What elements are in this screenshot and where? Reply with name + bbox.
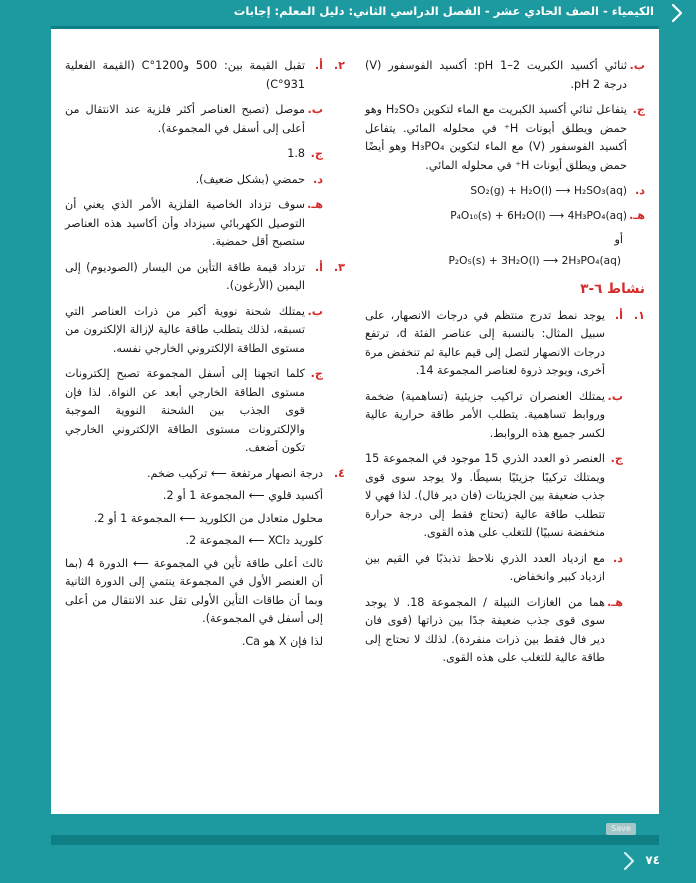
- item-text: يمتلك شحنة نووية أكبر من ذرات العناصر التي تسبقه، لذلك يتطلب طاقة عالية لإزالة الإلكترون من مستوى الطاقة الإلكتروني الخارجي نفسه.: [65, 304, 305, 355]
- item-text: 1.8: [287, 147, 305, 160]
- activity-answer-1c: [365, 450, 645, 543]
- question-number: ٢.: [333, 59, 345, 72]
- activity-answer-1e: [365, 594, 645, 668]
- chevron-right-icon[interactable]: [664, 2, 688, 24]
- answer-4-line: [65, 487, 345, 506]
- answer-2d: [65, 171, 345, 190]
- activity-answer-1d: [365, 550, 645, 587]
- activity-title: نشاط ٦-٣: [580, 281, 645, 297]
- chemical-equation: P₂O₅(s) + 3H₂O(l) ⟶ 2H₃PO₄(aq): [448, 254, 621, 267]
- item-text: لذا فإن X هو Ca.: [241, 634, 323, 648]
- item-label: ج.: [610, 452, 623, 465]
- item-text: يمتلك العنصران تراكيب جزيئية (تساهمية) ضخمة وروابط تساهمية. يتطلب الأمر طاقة حرارية عالية لكسر جميع هذه الروابط.: [365, 389, 605, 440]
- item-label: أ.: [314, 260, 323, 274]
- activity-answer-1a: [365, 307, 645, 381]
- answer-2c: [65, 145, 345, 164]
- item-label: هـ.: [629, 208, 645, 222]
- answer-3b: [65, 303, 345, 359]
- footer: [0, 845, 696, 883]
- save-button[interactable]: Save: [606, 823, 636, 835]
- answer-1d: [365, 182, 645, 201]
- item-text: ثنائي أكسيد الكبريت pH 1–2: أكسيد الفوسفور (V) درجة pH 2.: [365, 59, 627, 91]
- answer-3c: [65, 365, 345, 458]
- item-label: أ.: [614, 308, 623, 322]
- answer-4-line: [65, 532, 345, 551]
- item-text: العنصر ذو العدد الذري 15 موجود في المجموعة 15 ويمتلك تركيبًا جزيئيًا بسيطًا. ولا يوجد سوى قوى جذب ضعيفة بين الجزيئات (فان دير فال). لذا فهي لا تتطلب طاقة عالية (تحتاج فقط إلى درجة حرارة منخفضة نسبيًا) للتغلب على هذه القوى.: [365, 452, 605, 539]
- item-text: هما من الغازات النبيلة / المجموعة 18. لا يوجد سوى قوى جذب ضعيفة جدًا بين ذراتها (قوى فان دير فال فقط بين ذرات منفردة). لذلك لا تحتاج إلى طاقة عالية للتغلب على هذه القوى.: [365, 595, 606, 664]
- item-label: د.: [635, 184, 645, 197]
- answer-4: [65, 465, 345, 484]
- item-label: ب.: [607, 389, 623, 403]
- answer-1c: [365, 101, 645, 175]
- item-label: د.: [613, 551, 623, 565]
- item-text: تزداد قيمة طاقة التأين من اليسار (الصوديوم) إلى اليمين (الأرغون).: [65, 260, 305, 292]
- item-text: حمضي (بشكل ضعيف).: [195, 172, 305, 186]
- answer-4-line: [65, 510, 345, 529]
- item-text: درجة انصهار مرتفعة ⟵ تركيب ضخم.: [146, 466, 323, 480]
- item-text: يوجد نمط تدرج منتظم في درجات الانصهار، على سبيل المثال: بالنسبة إلى عناصر الفئة d، ترتفع درجات الانصهار لتصل إلى قيم عالية ثم تنخفض مرة أخرى، ويوجد ذروة لعناصر المجموعة 14.: [365, 308, 605, 377]
- item-label: ج.: [310, 147, 323, 160]
- item-label: ج.: [310, 367, 323, 380]
- item-label: ج.: [632, 103, 645, 116]
- chemical-equation: P₄O₁₀(s) + 6H₂O(l) ⟶ 4H₃PO₄(aq): [450, 209, 627, 222]
- item-text: ثالث أعلى طاقة تأين في المجموعة ⟵ الدورة 4 (بما أن العنصر الأول في المجموعة ينتمي إلى الدورة الثانية وبما أن طاقات التأين الأولى تقل عند الانتقال من أعلى إلى أسفل في المجموعة).: [65, 556, 323, 625]
- page-number: ٧٤: [645, 853, 660, 867]
- left-column: [65, 57, 345, 658]
- or-line: [365, 231, 645, 250]
- item-text: أكسيد قلوي ⟵ المجموعة 1 أو 2.: [162, 489, 323, 502]
- question-number: ٤.: [333, 466, 345, 480]
- item-label: هـ.: [307, 198, 323, 211]
- item-text: تقبل القيمة بين: 500 و1200°C (القيمة الفعلية 931°C): [65, 59, 305, 91]
- header-title: الكيمياء - الصف الحادي عشر - الفصل الدراسي الثاني: دليل المعلم: إجابات: [233, 4, 654, 18]
- answer-2e: [65, 196, 345, 252]
- answer-1b: [365, 57, 645, 94]
- item-label: ب.: [307, 103, 323, 116]
- answer-3a: [65, 259, 345, 296]
- right-column: [365, 57, 645, 675]
- item-text: محلول متعادل من الكلوريد ⟵ المجموعة 1 أو 2.: [93, 511, 323, 525]
- or-text: أو: [614, 233, 623, 246]
- answer-4-line: [65, 633, 345, 652]
- item-label: أ.: [314, 59, 323, 72]
- page-content: [51, 26, 659, 814]
- item-text: كلوريد XCl₂ ⟵ المجموعة 2.: [185, 534, 323, 547]
- item-text: مع ازدياد العدد الذري نلاحظ تذبذبًا في القيم بين ازدياد كبير وانخفاض.: [365, 551, 605, 583]
- answer-2b: [65, 101, 345, 138]
- item-label: ب.: [307, 304, 323, 318]
- item-label: ب.: [629, 59, 645, 72]
- item-label: د.: [313, 172, 323, 186]
- item-text: موصل (تصبح العناصر أكثر فلزية عند الانتقال من أعلى إلى أسفل في المجموعة).: [65, 103, 305, 135]
- activity-answer-1b: [365, 388, 645, 444]
- chemical-equation: SO₂(g) + H₂O(l) ⟶ H₂SO₃(aq): [470, 185, 627, 197]
- chevron-right-icon[interactable]: [620, 850, 638, 872]
- item-text: يتفاعل ثنائي أكسيد الكبريت مع الماء لتكوين H₂SO₃ وهو حمض ويطلق أيونات H⁺ في محلوله المائي. يتفاعل أكسيد الفوسفور (V) مع الماء لتكوين H₃PO₄ وهو أيضًا حمض ويطلق أيونات H⁺ في محلوله المائي.: [365, 103, 627, 172]
- question-number: ١.: [633, 308, 645, 322]
- answer-2a: [65, 57, 345, 94]
- question-number: ٣.: [333, 260, 345, 274]
- bottom-bar: [51, 835, 659, 845]
- item-text: كلما اتجهنا إلى أسفل المجموعة تصبح إلكترونات مستوى الطاقة الخارجي أبعد عن النواة. لذا فإن قوى الجذب بين الشحنة النووية الموجبة والإلكترونات مستوى الطاقة الإلكتروني الخارجي تكون أضعف.: [65, 367, 305, 454]
- answer-1e: [365, 207, 645, 226]
- item-label: هـ.: [607, 595, 623, 609]
- answer-4-line: [65, 555, 345, 629]
- item-text: سوف تزداد الخاصية الفلزية الأمر الذي يعني أن التوصيل الكهربائي سيزداد وأن أكاسيد هذه العناصر ستصبح أقل حمضية.: [65, 198, 305, 248]
